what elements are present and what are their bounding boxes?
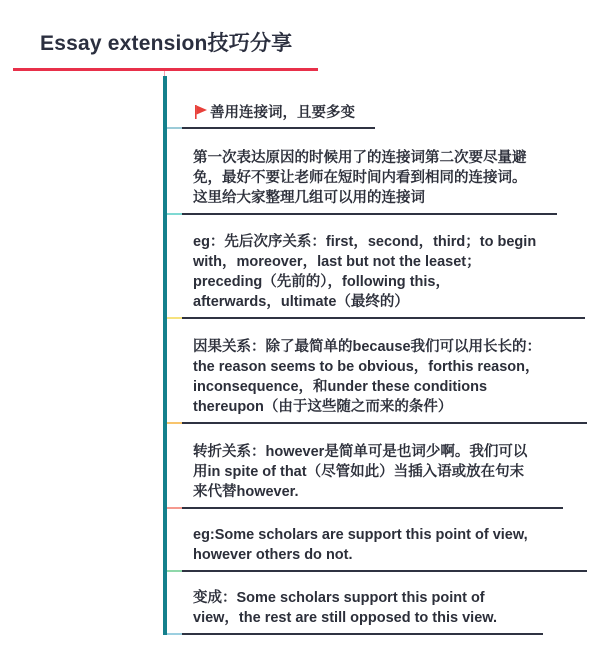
- node-text: [193, 588, 497, 628]
- node-connector: [167, 570, 182, 572]
- node-text: [210, 103, 355, 123]
- node-text: [193, 525, 528, 565]
- node-connector: [167, 127, 182, 129]
- node-text: [193, 148, 527, 208]
- root-topic-underline: [13, 68, 318, 71]
- node-line: eg：先后次序关系：first，second，third；to begin: [193, 234, 537, 250]
- node-line: 转折关系：however是简单可是也词少啊。我们可以: [193, 444, 528, 460]
- flag-icon: [195, 105, 207, 119]
- node-line: 善用连接词，且要多变: [210, 105, 355, 121]
- node-line: thereupon（由于这些随之而来的条件）: [193, 399, 453, 415]
- node-line: the reason seems to be obvious，forthis reason，: [193, 359, 540, 375]
- node-line: 变成：Some scholars support this point of: [193, 590, 485, 606]
- node-line: with，moreover，last but not the leaset；: [193, 254, 481, 270]
- node-line: 第一次表达原因的时候用了的连接词第二次要尽量避: [193, 150, 527, 166]
- node-underline: [182, 213, 557, 215]
- node-line: preceding（先前的），following this，: [193, 274, 450, 290]
- branch-spine: [163, 76, 167, 635]
- node-connector: [167, 422, 182, 424]
- node-underline: [182, 507, 563, 509]
- node-line: however others do not.: [193, 547, 353, 563]
- node-line: 免，最好不要让老师在短时间内看到相同的连接词。: [193, 170, 527, 186]
- node-connector: [167, 317, 182, 319]
- node-line: 用in spite of that（尽管如此）当插入语或放在句末: [193, 464, 525, 480]
- node-text: [193, 442, 527, 502]
- node-text: [193, 337, 541, 417]
- node-underline: [182, 570, 587, 572]
- node-underline: [182, 127, 375, 129]
- node-text: [193, 232, 536, 312]
- node-line: inconsequence，和under these conditions: [193, 379, 488, 395]
- node-connector: [167, 507, 182, 509]
- node-line: 来代替however.: [193, 484, 299, 500]
- node-underline: [182, 633, 543, 635]
- node-connector: [167, 213, 182, 215]
- node-line: 因果关系：除了最简单的because我们可以用长长的：: [193, 339, 542, 355]
- node-line: afterwards，ultimate（最终的）: [193, 294, 409, 310]
- node-line: eg:Some scholars are support this point of view,: [193, 527, 528, 543]
- node-connector: [167, 633, 182, 635]
- node-underline: [182, 317, 585, 319]
- node-line: 这里给大家整理几组可以用的连接词: [193, 190, 425, 206]
- root-topic-title[interactable]: Essay extension技巧分享: [40, 32, 293, 55]
- node-line: view，the rest are still opposed to this view.: [193, 610, 498, 626]
- node-underline: [182, 422, 587, 424]
